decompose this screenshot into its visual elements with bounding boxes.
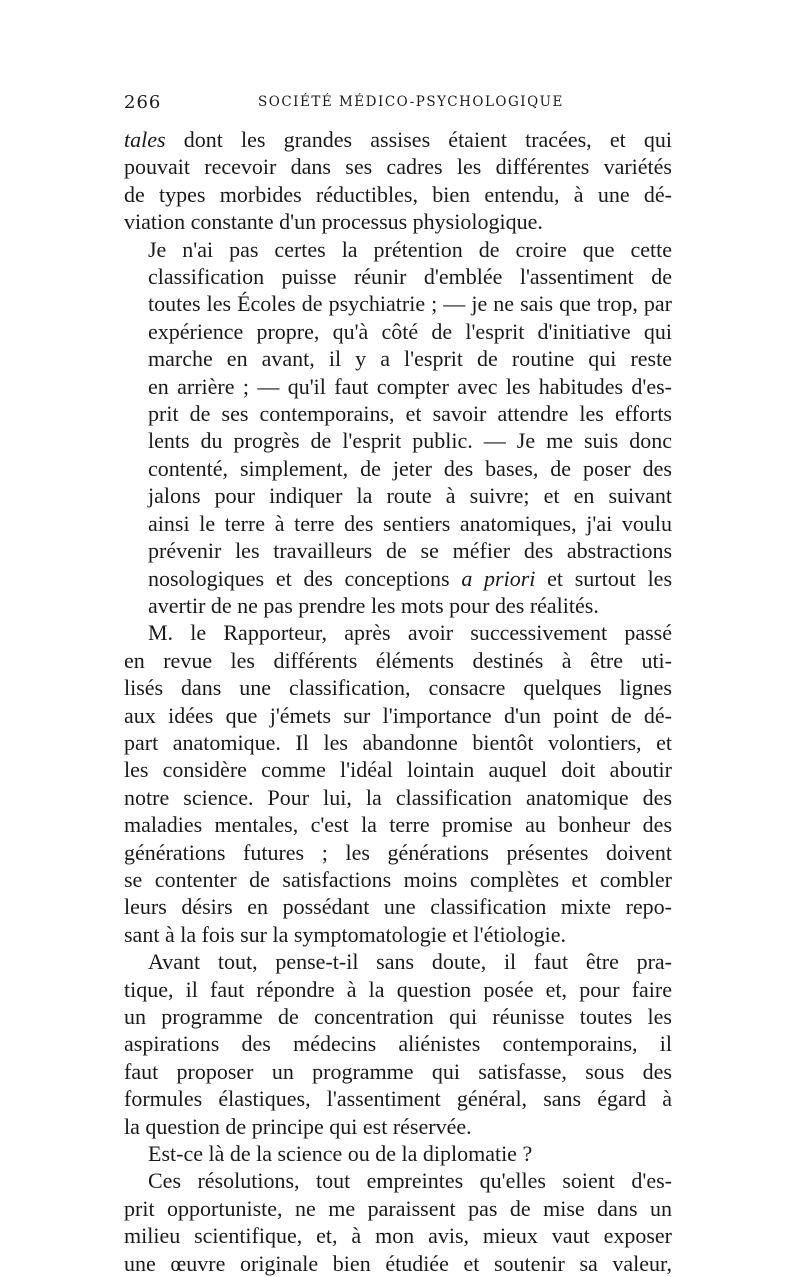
text-line: viation constante d'un processus physiologique.	[124, 209, 543, 235]
text-line: milieu scientifique, et, à mon avis, mieux vaut exposer	[124, 1223, 672, 1249]
text-line: toutes les Écoles de psychiatrie ; — je ne sais que trop, par	[148, 291, 672, 317]
paragraph	[124, 1140, 672, 1167]
page-header	[124, 92, 672, 118]
text-line: en revue les différents éléments destinés à être uti-	[124, 647, 672, 673]
book-page	[124, 92, 672, 1277]
text-line: faut proposer un programme qui satisfasse, sous des	[124, 1058, 672, 1084]
paragraph	[124, 1167, 672, 1277]
text-line: Je n'ai pas certes la prétention de croire que cette	[148, 236, 672, 262]
text-line: formules élastiques, l'assentiment général, sans égard à	[124, 1086, 672, 1112]
text-line: Est-ce là de la science ou de la diplomatie ?	[148, 1141, 533, 1167]
paragraph	[124, 126, 672, 236]
page-number: 266	[124, 92, 162, 113]
text-line: classification puisse réunir d'emblée l'assentiment de	[148, 264, 672, 290]
text-line: prévenir les travailleurs de se méfier des abstractions	[148, 538, 672, 564]
text-line: les considère comme l'idéal lointain auquel doit aboutir	[124, 757, 672, 783]
text-line: contenté, simplement, de jeter des bases, de poser des	[148, 455, 672, 481]
text-line: une œuvre originale bien étudiée et soutenir sa valeur,	[124, 1250, 672, 1276]
text-line: M. le Rapporteur, après avoir successivement passé	[148, 620, 672, 646]
text-line: pouvait recevoir dans ses cadres les différentes variétés	[124, 154, 672, 180]
text-line: jalons pour indiquer la route à suivre; et en suivant	[148, 483, 672, 509]
text-line: avertir de ne pas prendre les mots pour des réalités.	[148, 592, 599, 618]
text-line: se contenter de satisfactions moins complètes et combler	[124, 866, 672, 892]
text-line: sant à la fois sur la symptomatologie et l'étiologie.	[124, 921, 567, 947]
text-line: expérience propre, qu'à côté de l'esprit d'initiative qui	[148, 318, 672, 344]
text-line: marche en avant, il y a l'esprit de routine qui reste	[148, 346, 672, 372]
text-line: Avant tout, pense-t-il sans doute, il faut être pra-	[148, 949, 672, 975]
text-line: aux idées que j'émets sur l'importance d'un point de dé-	[124, 702, 672, 728]
text-line: maladies mentales, c'est la terre promise au bonheur des	[124, 812, 672, 838]
text-line: en arrière ; — qu'il faut compter avec les habitudes d'es-	[148, 373, 672, 399]
text-line: Ces résolutions, tout empreintes qu'elles soient d'es-	[148, 1168, 672, 1194]
italic-phrase: a priori	[461, 565, 536, 591]
text-line: aspirations des médecins aliénistes contemporains, il	[124, 1031, 672, 1057]
text-line: nosologiques et des conceptions a priori et surtout les	[148, 565, 673, 591]
running-title: SOCIÉTÉ MÉDICO-PSYCHOLOGIQUE	[258, 94, 564, 110]
text-line: de types morbides réductibles, bien entendu, à une dé-	[124, 181, 672, 207]
text-line: tales dont les grandes assises étaient tracées, et qui	[124, 127, 673, 152]
text-line: notre science. Pour lui, la classification anatomique des	[124, 784, 672, 810]
italic-word: tales	[124, 127, 166, 152]
text-line: la question de principe qui est réservée.	[124, 1113, 472, 1139]
paragraph	[124, 236, 672, 620]
text-line: ainsi le terre à terre des sentiers anatomiques, j'ai voulu	[148, 510, 672, 536]
text-line: lents du progrès de l'esprit public. — Je me suis donc	[148, 428, 672, 454]
text-line: tique, il faut répondre à la question posée et, pour faire	[124, 976, 672, 1002]
text-line: prit de ses contemporains, et savoir attendre les efforts	[148, 401, 672, 427]
text-line: un programme de concentration qui réunisse toutes les	[124, 1004, 672, 1029]
paragraph	[124, 948, 672, 1140]
text-line: prit opportuniste, ne me paraissent pas de mise dans un	[124, 1195, 672, 1221]
text-line: lisés dans une classification, consacre quelques lignes	[124, 675, 672, 701]
body-text	[124, 126, 672, 1277]
text-line: générations futures ; les générations présentes doivent	[124, 839, 672, 865]
paragraph	[124, 619, 672, 948]
text-line: leurs désirs en possédant une classification mixte repo-	[124, 894, 672, 920]
text-line: part anatomique. Il les abandonne bientôt volontiers, et	[124, 729, 672, 755]
